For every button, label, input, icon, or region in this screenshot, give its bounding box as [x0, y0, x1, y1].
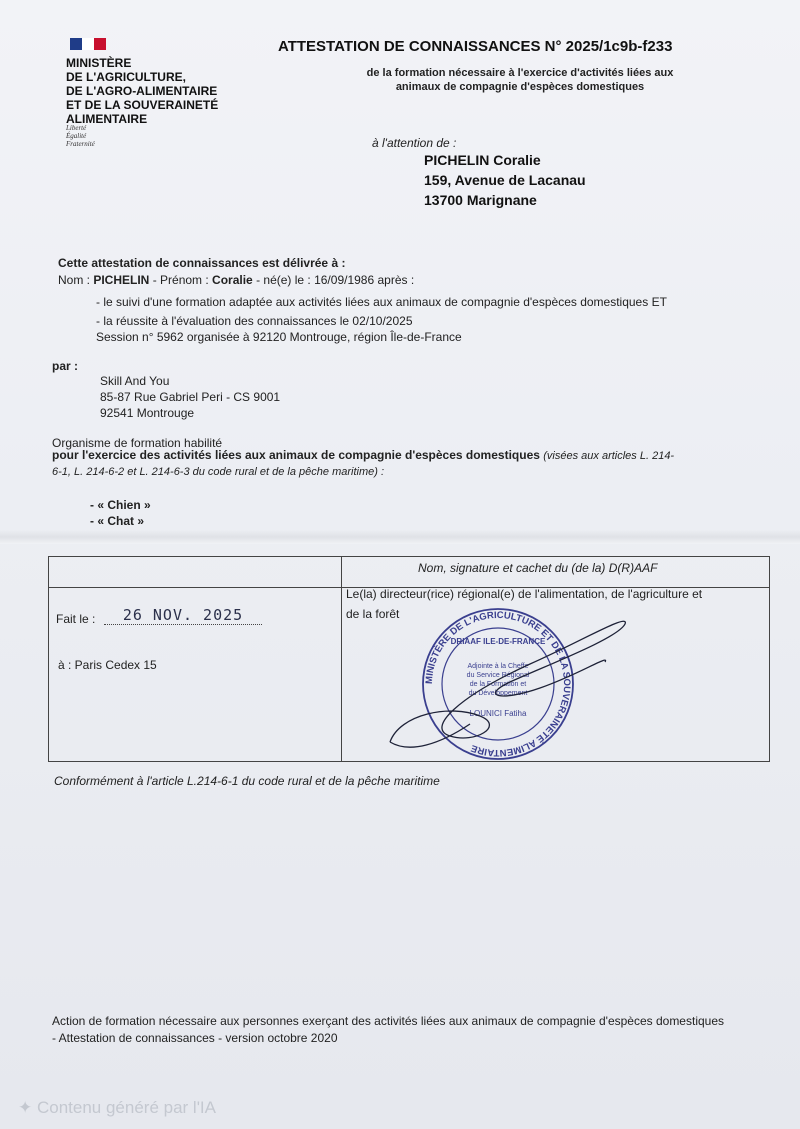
session-info: Session n° 5962 organisée à 92120 Montrouge, région Île-de-France [96, 330, 462, 344]
holder-identity [58, 273, 414, 287]
requirement-item: - la réussite à l'évaluation des connaissances le 02/10/2025 [96, 314, 413, 328]
species-item: - « Chien » [90, 498, 151, 512]
nom-label: Nom : [58, 273, 94, 287]
recipient-name: PICHELIN Coralie [424, 152, 541, 168]
motto-line: Liberté [66, 124, 87, 132]
action-note: Action de formation nécessaire aux personnes exerçant des activités liées aux animaux de compagnie d'espèces domestiques [52, 1014, 725, 1028]
prenom-label: - Prénom : [149, 273, 213, 287]
paper-fold [0, 530, 800, 544]
stamp-inner-line: de la Formation et [469, 681, 527, 688]
director-title-cont: de la forêt [346, 607, 400, 621]
document-title: ATTESTATION DE CONNAISSANCES N° 2025/1c9b-f233 [278, 38, 673, 55]
official-stamp [380, 604, 640, 774]
species-item: - « Chat » [90, 514, 145, 528]
motto-line: Fraternité [66, 140, 95, 148]
version-note: - Attestation de connaissances - version octobre 2020 [52, 1031, 338, 1045]
signature-header: Nom, signature et cachet du (de la) D(R)AAF [418, 561, 658, 575]
stamp-inner-line: du Développement [468, 690, 528, 697]
conformement-note: Conformément à l'article L.214-6-1 du code rural et de la pêche maritime [54, 774, 440, 788]
issued-to-heading: Cette attestation de connaissances est délivrée à : [58, 256, 346, 270]
lieu: à : Paris Cedex 15 [58, 658, 157, 672]
birthdate: - né(e) le : 16/09/1986 après : [252, 273, 415, 287]
activity-scope-bold: pour l'exercice des activités liées aux animaux de compagnie d'espèces domestiques [52, 448, 540, 462]
ministry-line: ALIMENTAIRE [66, 112, 148, 126]
ministry-line: DE L'AGRO-ALIMENTAIRE [66, 84, 218, 98]
fait-label: Fait le : [56, 612, 96, 626]
org-name: Skill And You [100, 374, 170, 388]
stamp-top-text: DRIAAF ILE-DE-FRANCE [450, 637, 546, 646]
subtitle-line: de la formation nécessaire à l'exercice d'activités liées aux [366, 67, 674, 79]
ministry-line: DE L'AGRICULTURE, [66, 70, 186, 84]
par-label: par : [52, 359, 79, 373]
recipient-address [424, 150, 586, 210]
director-title: Le(la) directeur(rice) régional(e) de l'alimentation, de l'agriculture et [346, 587, 703, 601]
attention-label: à l'attention de : [372, 136, 457, 150]
republic-motto [66, 124, 95, 148]
ministry-line: ET DE LA SOUVERAINETÉ [66, 98, 219, 112]
requirement-item: - le suivi d'une formation adaptée aux activités liées aux animaux de compagnie d'espèces domestiques ET [96, 295, 667, 309]
stamp-inner-line: Adjointe à la Cheffe [467, 663, 529, 670]
prenom-value: Coralie [212, 273, 253, 287]
articles-ref-cont: 6-1, L. 214-6-2 et L. 214-6-3 du code rural et de la pêche maritime) : [52, 466, 385, 478]
stamp-ring-text: MINISTÈRE DE L'AGRICULTURE ET DE LA SOUVERAINETÉ ALIMENTAIRE [423, 609, 573, 759]
fait-date-stamp: 26 NOV. 2025 [104, 606, 262, 625]
subtitle-line: animaux de compagnie d'espèces domestiques [395, 81, 645, 93]
ministry-line: MINISTÈRE [66, 56, 132, 70]
stamp-name: LOUNICI Fatiha [469, 709, 527, 718]
marianne-flag-icon [70, 38, 106, 50]
ai-watermark: ✦ Contenu généré par l'IA [18, 1098, 216, 1117]
activity-scope [52, 448, 674, 462]
org-street: 85-87 Rue Gabriel Peri - CS 9001 [100, 390, 281, 404]
stamp-inner-line: du Service Régional [466, 672, 530, 679]
recipient-city: 13700 Marignane [424, 192, 537, 208]
ministry-logo-text [66, 56, 266, 126]
nom-value: PICHELIN [93, 273, 150, 287]
recipient-street: 159, Avenue de Lacanau [424, 172, 586, 188]
articles-ref: (visées aux articles L. 214- [543, 450, 675, 462]
habilite-label: Organisme de formation habilité [52, 436, 223, 450]
motto-line: Égalité [66, 132, 87, 140]
document-subtitle [320, 66, 720, 94]
org-city: 92541 Montrouge [100, 406, 195, 420]
